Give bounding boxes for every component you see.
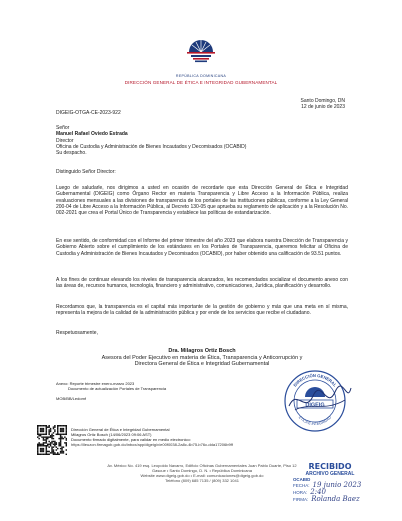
city-label: Santo Domingo, DN [300,98,345,104]
initials: MOB/BB/Ledomf [56,396,87,401]
signer-name: Dra. Milagros Ortiz Bosch [168,348,236,354]
recipient-closing: Su despacho. [56,150,87,157]
digital-signature-block [71,427,281,447]
stamp-ring-bottom: ÉTICA E INTEGRIDAD [297,415,333,427]
stamp-fecha-row [293,482,367,489]
annex-block [56,381,166,391]
stamp-hora-value: 2:40 [310,488,326,496]
annex-line-2: Documento de actualización Portales de Transparencia [68,386,167,391]
coat-of-arms-seal [184,38,218,74]
regards: Respetuosamente, [56,330,98,336]
body-paragraph-4: Recordamos que, la transparencia es el capital más importante de la gestión de gobierno y más que una meta en sí misma, representa la mejora de la calidad de la administración pública y por ende de los servicios que recibe el ciudadano. [56,304,348,317]
signer-role-1: Asesora del Poder Ejecutivo en materia de Ética, Transparencia y Anticorrupción y [101,354,303,361]
republic-label: REPÚBLICA DOMINICANA [175,74,227,78]
stamp-subtitle: ARCHIVO GENERAL [305,471,355,477]
stamp-ring-top: DIRECCIÓN GENERAL [292,372,338,388]
signer-role-2: Directora General de Ética e Integridad Gubernamental [134,361,270,368]
digital-signature-line-1: Dirección General de Ética e Integridad Gubernamental [71,427,170,432]
stamp-hora-label: HORA: [293,490,308,495]
recipient-title: Director [56,137,74,144]
stamp-banner: DIGEIG [305,402,325,409]
digital-signature-line-3: Documento firmado digitalmente, para validar en medio electronico: [71,437,191,442]
date-label: 12 de junio de 2023 [301,104,345,111]
greeting: Distinguido Señor Director: [56,169,116,175]
stamp-fecha-value: 19 junio 2023 [312,481,362,489]
footer-contact: Website www.digeig.gob.do • E-mail: comunicaciones@digeig.gob.do [140,473,264,478]
qr-code[interactable] [37,425,67,455]
stamp-title: RECIBIDO [308,462,352,471]
stamp-firma-value: Rolanda Baez [311,495,360,503]
recipient-salutation: Señor [56,125,70,131]
digital-signature-line-2: Milagros Ortiz Bosch (14/06/2023 09:06 AST) [71,432,152,437]
validation-link[interactable]: https://lleuzon.firmagob.gob.do/inbox/app/digeig/v/e00f0038-2a8c-4b75-b76c-dda17206b9ff [71,442,233,447]
recipient-name: Manuel Rafael Oviedo Estrada [56,131,128,138]
signer-block [56,348,348,368]
body-paragraph-2: En ese sentido, de conformidad con el Informe del primer trimestre del año 2023 que elabora nuestra Dirección de Transparencia y Gobierno Abierto sobre el cumplimiento de los estándares en los Portales de Transparencia, queremos felicitar al Oficina de Custodia y Administración de Bienes Incautados y Decomisados (OCABID), por haber obtenido una calificación de 93.51 puntos. [56,238,348,257]
stamp-org: OCABID [293,477,311,482]
annex-line-1: Anexo: Reporte trimestre enero-marzo 2023 [56,381,135,386]
stamp-firma-row [293,496,367,503]
handwritten-signature [285,380,355,420]
recipient-block [56,125,326,156]
stamp-firma-label: FIRMA: [293,497,309,502]
institution-header: DIRECCIÓN GENERAL DE ÉTICA E INTEGRIDAD GUBERNAMENTAL [124,80,278,85]
footer-phone: Teléfono (809) 685 7135 / (809) 332 1041 [165,478,239,483]
body-paragraph-3: A los fines de continuar elevando los niveles de transparencia alcanzados, les recomendados socializar el documento anexo con las áreas de, recursos humanos, tecnología, financiero y administrativo, comunicaciones, Jurídica, planificación y desarrollo. [56,277,348,290]
stamp-fecha-label: FECHA: [293,483,310,488]
place-date [285,98,345,111]
body-paragraph-1: Luego de saludarle, nos dirigimos a usted en ocasión de recordarle que esta Dirección General de Ética e Integridad Gubernamental (DIGEIG) como Órgano Rector en materia Transparencia y Libre Acceso a la Información Pública, realiza evaluaciones mensuales a las divisiones de transparencia de los portales de las instituciones públicas, conforme a la Ley General 200-04 de Libre Acceso a la Información Pública, al Decreto 130-05 que aprueba su reglamento de aplicación y a la Resolución No. 002-2021 que crea el Portal Único de Transparencia y establece las políticas de estandarización. [56,185,348,217]
footer-locality: Gascue • Santo Domingo, D. N. • República Dominicana [152,468,252,473]
document-reference: DIGEIG-OTGA-CE-2023-922 [56,110,121,116]
footer-address: Av. México No. 419 esq. Leopoldo Navarro, Edificio Oficinas Gubernamentales Juan Pablo Duarte, Piso 12 [107,463,297,468]
recipient-office: Oficina de Custodia y Administración de Bienes Incautados y Decomisados (OCABID) [56,143,247,150]
received-stamp [293,462,367,507]
